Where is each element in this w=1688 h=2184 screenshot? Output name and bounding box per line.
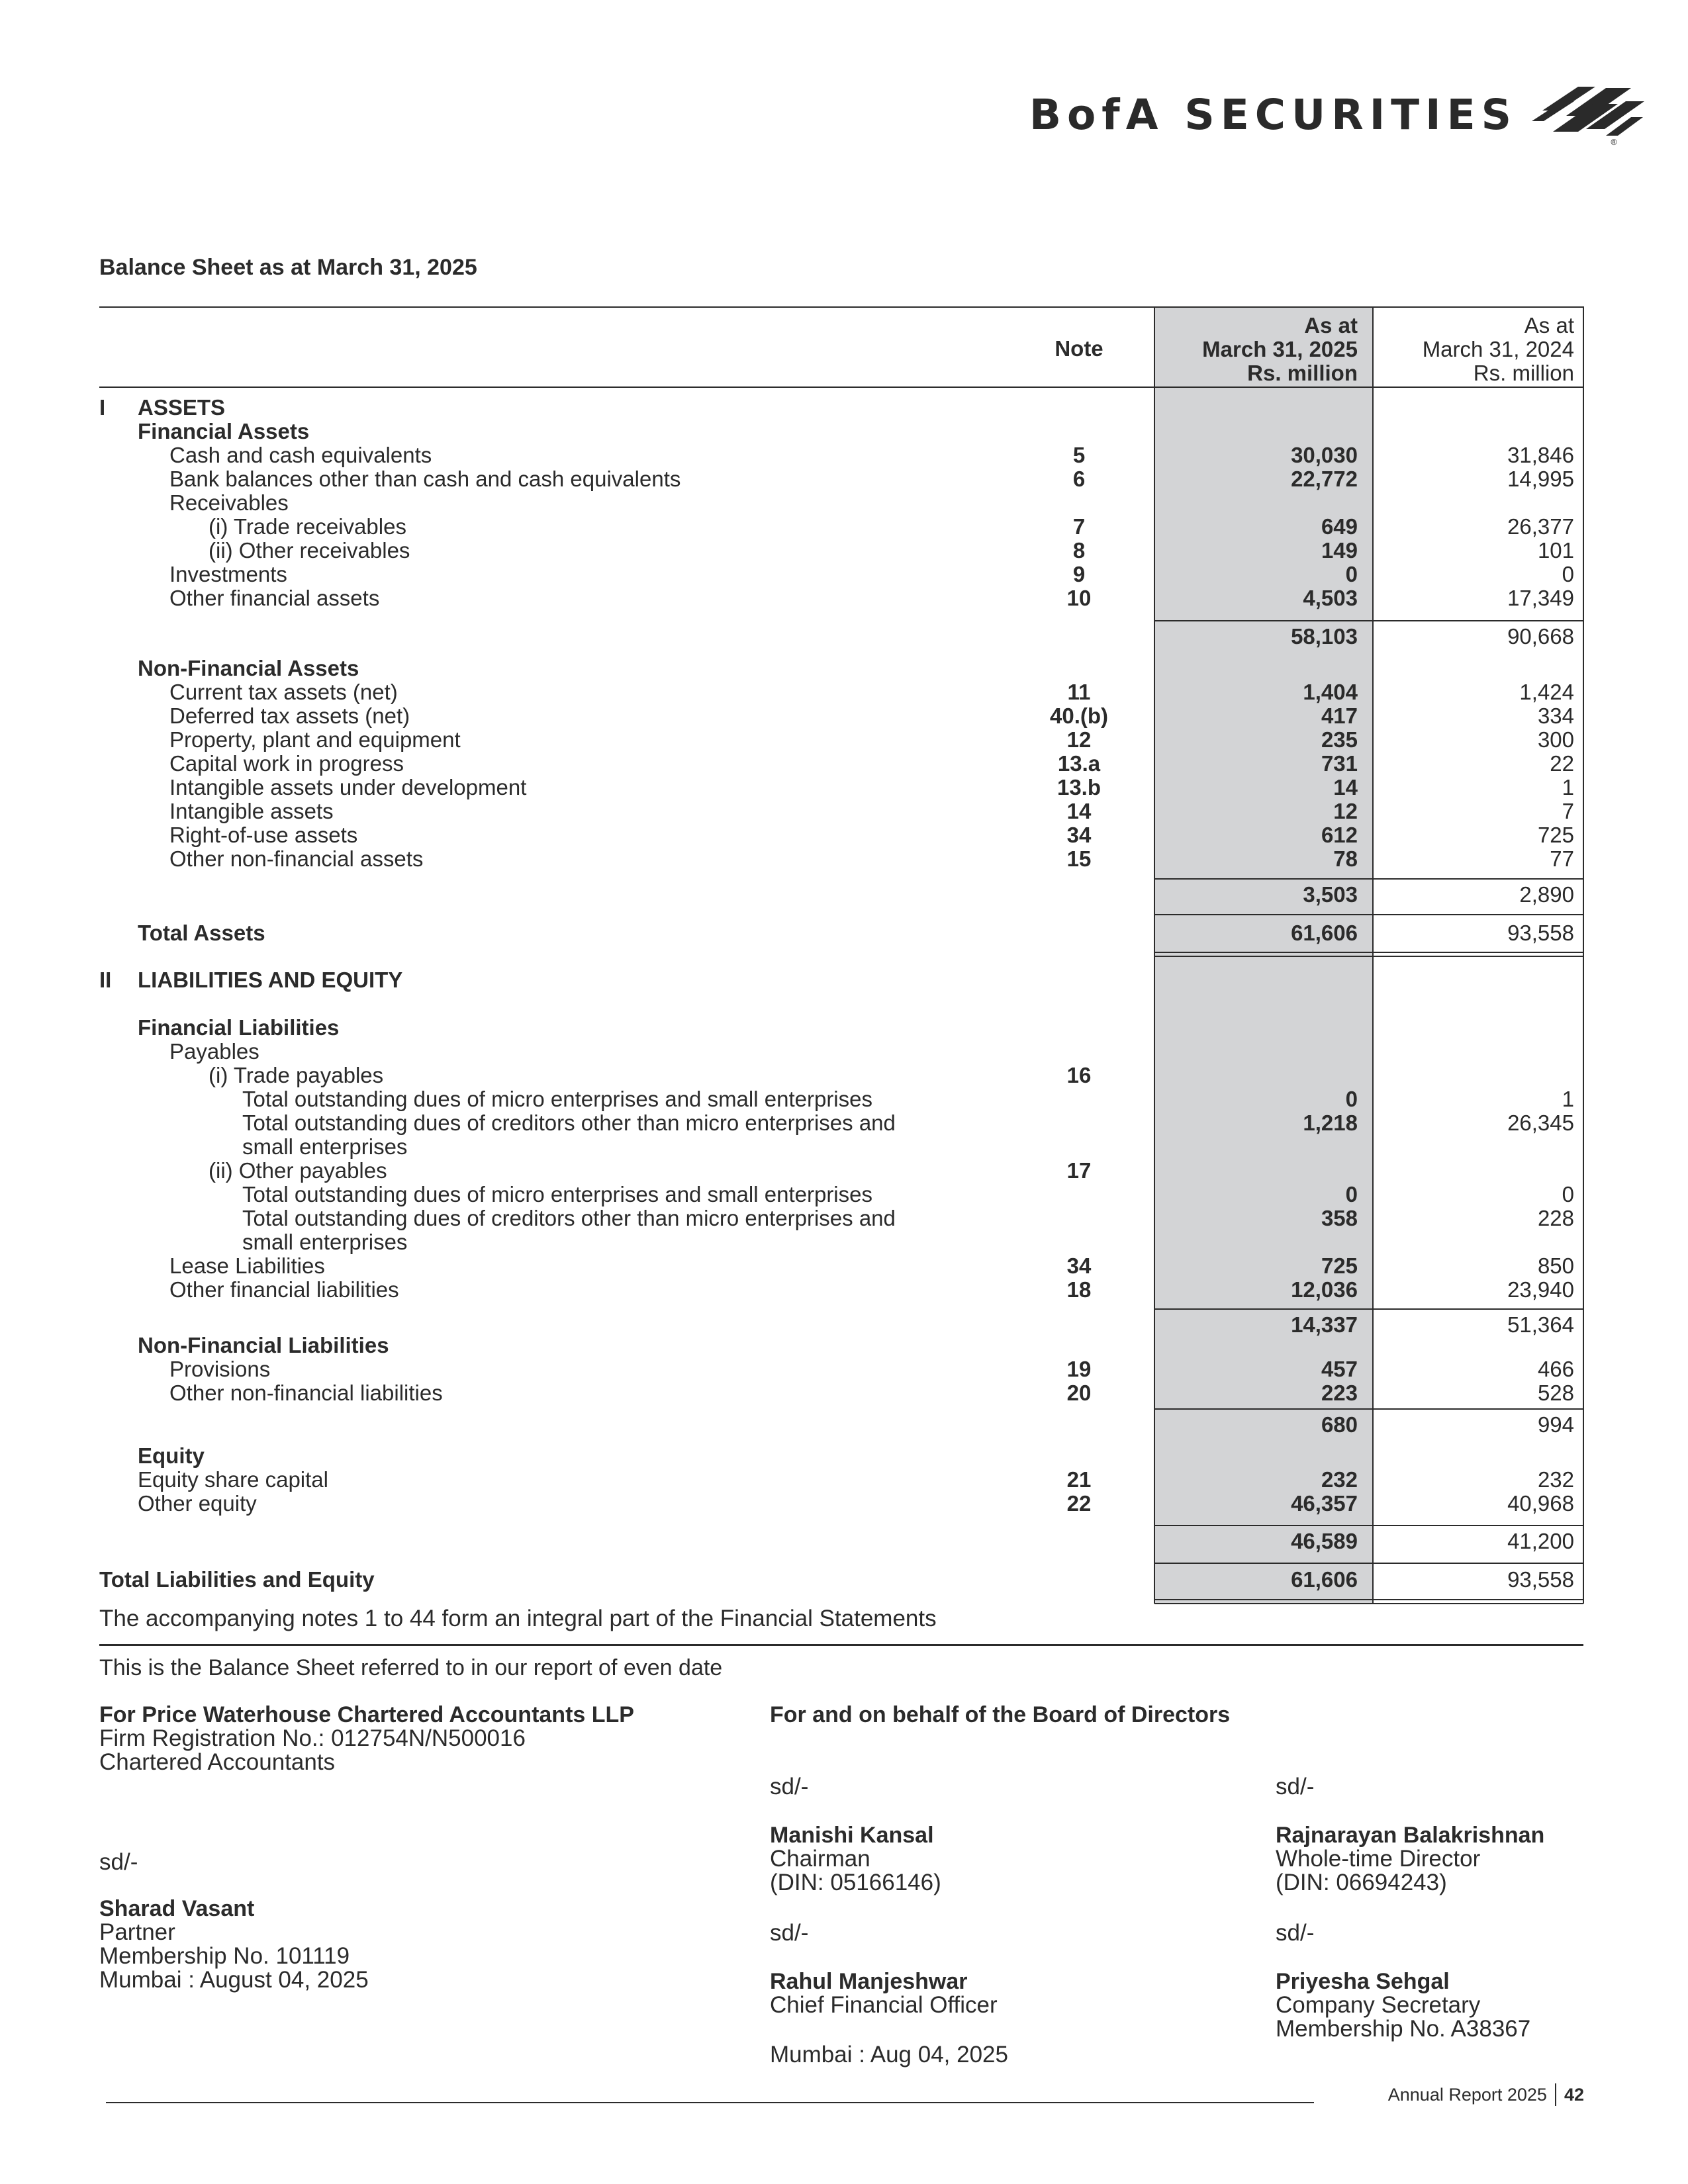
signatory-signature: sd/-	[1276, 1774, 1315, 1799]
table-row	[0, 823, 1688, 847]
value-2024: 334	[1537, 704, 1574, 728]
row-label: Receivables	[169, 490, 289, 515]
signatory-signature: sd/-	[1276, 1920, 1315, 1946]
note-ref: 14	[1066, 799, 1092, 823]
value-2024: 994	[1537, 1412, 1574, 1437]
value-2025: 78	[1333, 846, 1358, 871]
signatory-role: Chairman	[770, 1846, 870, 1872]
value-2025: 417	[1321, 704, 1358, 728]
value-2024: 51,364	[1507, 1312, 1574, 1337]
value-2024: 26,377	[1507, 514, 1574, 539]
value-2024: 31,846	[1507, 443, 1574, 467]
table-row	[0, 420, 1688, 443]
table-row	[0, 1135, 1688, 1159]
table-row	[0, 1087, 1688, 1111]
table-row	[0, 1334, 1688, 1357]
table-row	[0, 1254, 1688, 1278]
subtotal-rule	[1154, 1563, 1583, 1564]
signatory-name: Manishi Kansal	[770, 1823, 934, 1848]
table-row	[0, 680, 1688, 704]
value-2025: 680	[1321, 1412, 1358, 1437]
value-2025: 725	[1321, 1253, 1358, 1278]
table-row	[0, 1040, 1688, 1064]
table-row	[0, 625, 1688, 649]
row-label: Total outstanding dues of micro enterprises and small enterprises	[242, 1087, 872, 1111]
note-ref: 18	[1066, 1277, 1092, 1302]
value-2025: 235	[1321, 727, 1358, 752]
table-row	[0, 883, 1688, 907]
value-2025: 232	[1321, 1467, 1358, 1492]
row-label: Bank balances other than cash and cash equivalents	[169, 467, 681, 491]
table-row	[0, 1278, 1688, 1302]
signatory-role: Whole-time Director	[1276, 1846, 1481, 1872]
row-label: Cash and cash equivalents	[169, 443, 432, 467]
registered-mark: ®	[1609, 138, 1618, 147]
value-2025: 30,030	[1291, 443, 1358, 467]
value-2025: 0	[1345, 1087, 1358, 1111]
table-row	[0, 704, 1688, 728]
value-2025: 0	[1345, 1182, 1358, 1206]
subtotal-rule	[1154, 1308, 1583, 1310]
table-row	[0, 1230, 1688, 1254]
header-line: March 31, 2024	[1422, 337, 1574, 361]
signature-separator	[99, 1644, 1583, 1646]
note-ref: 20	[1066, 1381, 1092, 1405]
value-2024: 17,349	[1507, 586, 1574, 610]
note-ref: 21	[1066, 1467, 1092, 1492]
table-row	[0, 1492, 1688, 1516]
value-2025: 358	[1321, 1206, 1358, 1230]
header-bottom-rule	[99, 387, 1583, 388]
value-2024: 7	[1562, 799, 1574, 823]
note-ref: 10	[1066, 586, 1092, 610]
table-row	[0, 1016, 1688, 1040]
row-label: ASSETS	[138, 395, 226, 420]
row-label: Other financial liabilities	[169, 1277, 399, 1302]
header-line: Rs. million	[1473, 361, 1574, 385]
footer-divider	[1555, 2083, 1556, 2106]
value-2025: 46,589	[1291, 1529, 1358, 1553]
footer-label: Annual Report 2025	[1387, 2084, 1547, 2105]
table-row	[0, 1529, 1688, 1553]
value-2025: 649	[1321, 514, 1358, 539]
row-label: (i) Trade receivables	[209, 514, 406, 539]
double-rule	[1154, 956, 1583, 957]
value-2024: 1,424	[1519, 680, 1574, 704]
table-row	[0, 1357, 1688, 1381]
auditor-type: Chartered Accountants	[99, 1749, 336, 1775]
value-2025: 457	[1321, 1357, 1358, 1381]
note-ref: 16	[1066, 1063, 1092, 1087]
row-label: Intangible assets	[169, 799, 334, 823]
auditor-name: Sharad Vasant	[99, 1896, 255, 1921]
row-label: Total outstanding dues of creditors other than micro enterprises and	[242, 1111, 896, 1135]
note-ref: 15	[1066, 846, 1092, 871]
row-label: Payables	[169, 1039, 259, 1064]
signatory-name: Rajnarayan Balakrishnan	[1276, 1823, 1545, 1848]
row-label: Deferred tax assets (net)	[169, 704, 410, 728]
column-header-2025	[1202, 314, 1358, 385]
row-label: (ii) Other payables	[209, 1158, 387, 1183]
row-label: (i) Trade payables	[209, 1063, 384, 1087]
value-2024: 0	[1562, 1182, 1574, 1206]
note-ref: 12	[1066, 727, 1092, 752]
value-2024: 528	[1537, 1381, 1574, 1405]
table-row	[0, 539, 1688, 563]
row-label: Financial Liabilities	[138, 1015, 340, 1040]
table-row	[0, 1568, 1688, 1592]
signatory-id: (DIN: 05166146)	[770, 1870, 941, 1895]
signatory-name: Rahul Manjeshwar	[770, 1969, 968, 1994]
signatory-signature: sd/-	[770, 1920, 809, 1946]
value-2024: 1	[1562, 775, 1574, 799]
double-rule	[1154, 952, 1583, 953]
value-2025: 58,103	[1291, 624, 1358, 649]
auditor-firm: For Price Waterhouse Chartered Accountants LLP	[99, 1702, 634, 1727]
note-ref: 5	[1072, 443, 1086, 467]
row-label: Capital work in progress	[169, 751, 404, 776]
note-ref: 6	[1072, 467, 1086, 491]
note-ref: 22	[1066, 1491, 1092, 1516]
header-line: March 31, 2025	[1202, 337, 1358, 361]
table-row	[0, 728, 1688, 752]
row-label: LIABILITIES AND EQUITY	[138, 968, 403, 992]
double-rule	[1154, 1603, 1583, 1604]
row-label: (ii) Other receivables	[209, 538, 410, 563]
table-row	[0, 491, 1688, 515]
value-2024: 77	[1550, 846, 1574, 871]
row-label: Other non-financial assets	[169, 846, 424, 871]
row-label: Total outstanding dues of micro enterprises and small enterprises	[242, 1182, 872, 1206]
signatory-name: Priyesha Sehgal	[1276, 1969, 1450, 1994]
board-place-date: Mumbai : Aug 04, 2025	[770, 2042, 1008, 2068]
table-row	[0, 396, 1688, 420]
bofa-flag-icon	[1532, 81, 1644, 148]
brand-name: BofA SECURITIES	[1029, 90, 1517, 139]
table-row	[0, 968, 1688, 992]
value-2024: 14,995	[1507, 467, 1574, 491]
row-label: Current tax assets (net)	[169, 680, 398, 704]
row-label: Equity share capital	[138, 1467, 328, 1492]
row-label: small enterprises	[242, 1230, 408, 1254]
value-2025: 12	[1333, 799, 1358, 823]
value-2024: 300	[1537, 727, 1574, 752]
value-2025: 14	[1333, 775, 1358, 799]
note-ref: 34	[1066, 823, 1092, 847]
value-2024: 2,890	[1519, 882, 1574, 907]
section-numeral: I	[99, 395, 106, 420]
row-label: small enterprises	[242, 1134, 408, 1159]
brand-logo	[1029, 78, 1644, 151]
value-2025: 12,036	[1291, 1277, 1358, 1302]
header-line: As at	[1304, 313, 1358, 338]
note-ref: 11	[1067, 680, 1091, 704]
table-row	[0, 799, 1688, 823]
value-2025: 4,503	[1303, 586, 1358, 610]
row-label: Other non-financial liabilities	[169, 1381, 443, 1405]
notes-statement: The accompanying notes 1 to 44 form an integral part of the Financial Statements	[99, 1606, 937, 1631]
signatory-role: Chief Financial Officer	[770, 1992, 998, 2018]
value-2024: 0	[1562, 562, 1574, 586]
value-2025: 0	[1345, 562, 1358, 586]
row-label: Intangible assets under development	[169, 775, 527, 799]
value-2025: 14,337	[1291, 1312, 1358, 1337]
table-row	[0, 1444, 1688, 1468]
row-label: Total Assets	[138, 921, 265, 945]
row-label: Other financial assets	[169, 586, 380, 610]
value-2025: 1,218	[1303, 1111, 1358, 1135]
value-2024: 850	[1537, 1253, 1574, 1278]
row-label: Lease Liabilities	[169, 1253, 325, 1278]
table-row	[0, 776, 1688, 799]
value-2024: 22	[1550, 751, 1574, 776]
note-ref: 19	[1066, 1357, 1092, 1381]
auditor-signature: sd/-	[99, 1849, 138, 1875]
subtotal-rule	[1154, 878, 1583, 880]
table-row	[0, 467, 1688, 491]
value-2024: 101	[1537, 538, 1574, 563]
row-label: Property, plant and equipment	[169, 727, 461, 752]
value-2024: 90,668	[1507, 624, 1574, 649]
value-2025: 223	[1321, 1381, 1358, 1405]
table-row	[0, 847, 1688, 871]
auditor-place-date: Mumbai : August 04, 2025	[99, 1967, 369, 1993]
table-row	[0, 443, 1688, 467]
value-2025: 46,357	[1291, 1491, 1358, 1516]
table-row	[0, 1159, 1688, 1183]
value-2024: 26,345	[1507, 1111, 1574, 1135]
double-rule	[1154, 1599, 1583, 1600]
auditor-membership: Membership No. 101119	[99, 1943, 350, 1969]
table-row	[0, 1064, 1688, 1087]
value-2024: 466	[1537, 1357, 1574, 1381]
row-label: Non-Financial Liabilities	[138, 1333, 389, 1357]
note-ref: 9	[1072, 562, 1086, 586]
table-row	[0, 586, 1688, 610]
value-2025: 61,606	[1291, 1567, 1358, 1592]
row-label: Equity	[138, 1443, 205, 1468]
table-row	[0, 657, 1688, 680]
page-footer	[1388, 2083, 1584, 2106]
value-2024: 725	[1537, 823, 1574, 847]
signatory-signature: sd/-	[770, 1774, 809, 1799]
auditor-role: Partner	[99, 1919, 175, 1945]
footer-rule	[106, 2102, 1314, 2103]
table-row	[0, 1413, 1688, 1437]
note-ref: 8	[1072, 538, 1086, 563]
auditor-registration: Firm Registration No.: 012754N/N500016	[99, 1725, 526, 1751]
row-label: Other equity	[138, 1491, 257, 1516]
value-2025: 22,772	[1291, 467, 1358, 491]
note-ref: 13.a	[1057, 751, 1101, 776]
subtotal-rule	[1154, 914, 1583, 915]
value-2025: 1,404	[1303, 680, 1358, 704]
header-line: Rs. million	[1247, 361, 1358, 385]
table-row	[0, 921, 1688, 945]
note-ref: 13.b	[1056, 775, 1102, 799]
value-2024: 41,200	[1507, 1529, 1574, 1553]
row-label: Total Liabilities and Equity	[99, 1567, 375, 1592]
section-numeral: II	[99, 968, 112, 992]
table-row	[0, 1183, 1688, 1206]
value-2024: 228	[1537, 1206, 1574, 1230]
row-label: Investments	[169, 562, 287, 586]
subtotal-rule	[1154, 1408, 1583, 1410]
value-2024: 23,940	[1507, 1277, 1574, 1302]
table-row	[0, 1468, 1688, 1492]
subtotal-rule	[1154, 620, 1583, 621]
value-2024: 40,968	[1507, 1491, 1574, 1516]
table-row	[0, 752, 1688, 776]
value-2025: 61,606	[1291, 921, 1358, 945]
table-row	[0, 1111, 1688, 1135]
page-number: 42	[1564, 2084, 1584, 2105]
note-ref: 34	[1066, 1253, 1092, 1278]
value-2024: 93,558	[1507, 1567, 1574, 1592]
table-row	[0, 563, 1688, 586]
note-ref: 17	[1066, 1158, 1092, 1183]
table-top-rule	[99, 306, 1583, 308]
row-label: Non-Financial Assets	[138, 656, 359, 680]
note-ref: 7	[1072, 514, 1086, 539]
signatory-id: Membership No. A38367	[1276, 2016, 1531, 2042]
row-label: Provisions	[169, 1357, 271, 1381]
board-heading: For and on behalf of the Board of Directors	[770, 1702, 1231, 1727]
table-row	[0, 1206, 1688, 1230]
value-2024: 1	[1562, 1087, 1574, 1111]
value-2024: 93,558	[1507, 921, 1574, 945]
note-column-header: Note	[1055, 336, 1103, 361]
signatory-role: Company Secretary	[1276, 1992, 1481, 2018]
page-title: Balance Sheet as at March 31, 2025	[99, 255, 477, 280]
row-label: Right-of-use assets	[169, 823, 358, 847]
table-row	[0, 1381, 1688, 1405]
value-2025: 612	[1321, 823, 1358, 847]
table-row	[0, 515, 1688, 539]
subtotal-rule	[1154, 1525, 1583, 1526]
column-header-2024	[1423, 314, 1574, 385]
header-line: As at	[1524, 313, 1574, 338]
value-2024: 232	[1537, 1467, 1574, 1492]
row-label: Total outstanding dues of creditors other than micro enterprises and	[242, 1206, 896, 1230]
signatory-id: (DIN: 06694243)	[1276, 1870, 1447, 1895]
report-reference: This is the Balance Sheet referred to in our report of even date	[99, 1655, 723, 1680]
value-2025: 731	[1321, 751, 1358, 776]
value-2025: 3,503	[1303, 882, 1358, 907]
note-ref: 40.(b)	[1049, 704, 1108, 728]
row-label: Financial Assets	[138, 419, 310, 443]
value-2025: 149	[1321, 538, 1358, 563]
